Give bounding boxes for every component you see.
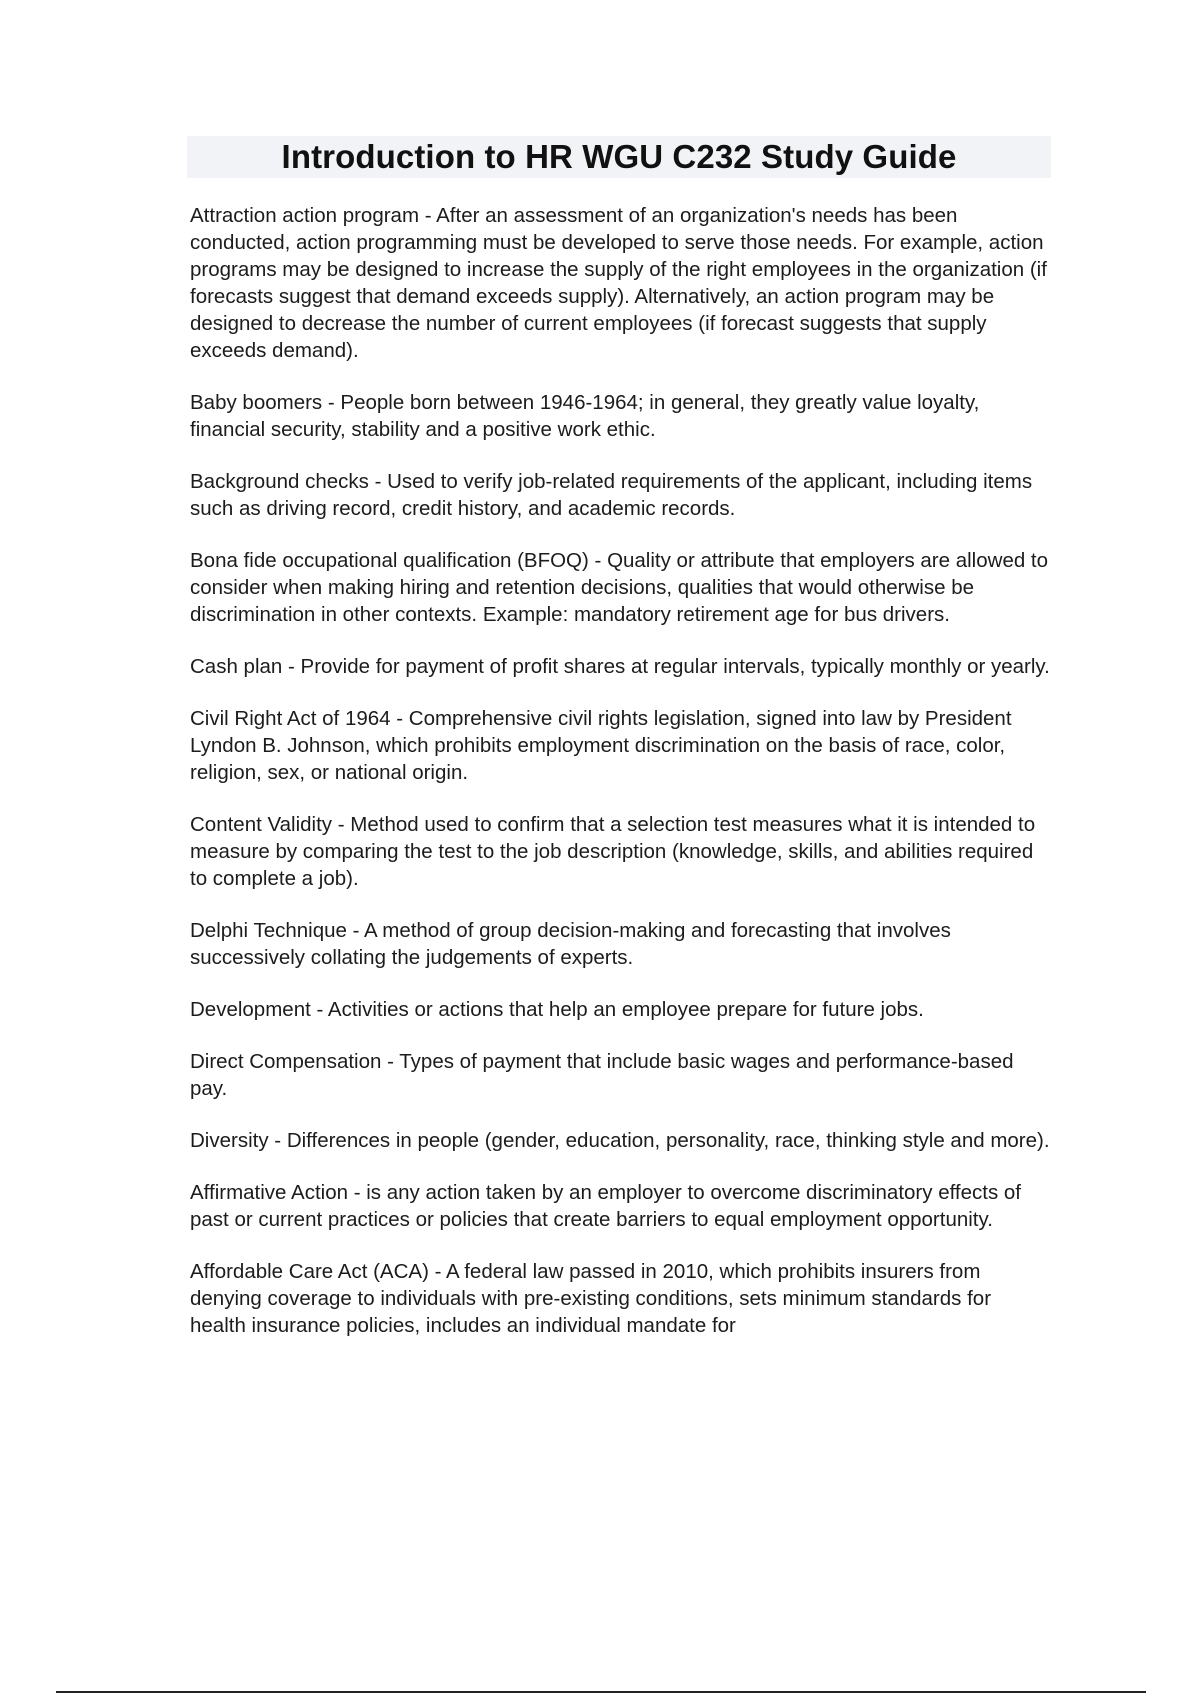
entry-definition: Provide for payment of profit shares at regular intervals, typically monthly or yearly.: [300, 655, 1050, 678]
glossary-entry: Bona fide occupational qualification (BFOQ) - Quality or attribute that employers are allowed to consider when making hiring and retention decisions, qualities that would otherwise be discrimination in other contexts. Example: mandatory retirement age for bus drivers.: [190, 549, 1049, 626]
entry-term: Baby boomers: [190, 391, 323, 414]
entry-definition: Used to verify job-related requirements of the applicant, including items such as driving record, credit history, and academic records.: [190, 470, 1033, 520]
glossary-entry: Baby boomers - People born between 1946-1964; in general, they greatly value loyalty, financial security, stability and a positive work ethic.: [190, 391, 980, 441]
entry-term: Development: [190, 998, 311, 1021]
glossary-entry: Civil Right Act of 1964 - Comprehensive civil rights legislation, signed into law by President Lyndon B. Johnson, which prohibits employment discrimination on the basis of race, color, religion, sex, or national origin.: [190, 707, 1012, 784]
entry-definition: Method used to confirm that a selection test measures what it is intended to measure by comparing the test to the job description (knowledge, skills, and abilities required to complete a job).: [190, 813, 1036, 890]
glossary-entry: Background checks - Used to verify job-related requirements of the applicant, including items such as driving record, credit history, and academic records.: [190, 470, 1033, 520]
glossary-list: [190, 202, 1052, 1364]
entry-definition: is any action taken by an employer to overcome discriminatory effects of past or current practices or policies that create barriers to equal employment opportunity.: [190, 1181, 1022, 1231]
entry-definition: Quality or attribute that employers are allowed to consider when making hiring and retention decisions, qualities that would otherwise be discrimination in other contexts. Example: mandatory retirement age for bus drivers.: [190, 549, 1049, 626]
entry-definition: A method of group decision-making and forecasting that involves successively collating the judgements of experts.: [190, 919, 951, 969]
entry-definition: A federal law passed in 2010, which prohibits insurers from denying coverage to individuals with pre-existing conditions, sets minimum standards for health insurance policies, includes an individual mandate for: [190, 1260, 992, 1337]
glossary-entry: Affordable Care Act (ACA) - A federal law passed in 2010, which prohibits insurers from denying coverage to individuals with pre-existing conditions, sets minimum standards for health insurance policies, includes an individual mandate for: [190, 1260, 992, 1337]
glossary-entry: Direct Compensation - Types of payment that include basic wages and performance-based pay.: [190, 1050, 1014, 1100]
page-divider: [56, 1691, 1146, 1693]
entry-term: Civil Right Act of 1964: [190, 707, 391, 730]
entry-term: Direct Compensation: [190, 1050, 382, 1073]
glossary-entry: Delphi Technique - A method of group decision-making and forecasting that involves successively collating the judgements of experts.: [190, 919, 951, 969]
entry-definition: Differences in people (gender, education, personality, race, thinking style and more).: [286, 1129, 1050, 1152]
entry-term: Cash plan: [190, 655, 283, 678]
glossary-entry: Affirmative Action - is any action taken by an employer to overcome discriminatory effects of past or current practices or policies that create barriers to equal employment opportunity.: [190, 1181, 1022, 1231]
title-banner: [187, 136, 1051, 178]
entry-definition: Comprehensive civil rights legislation, signed into law by President Lyndon B. Johnson, which prohibits employment discrimination on the basis of race, color, religion, sex, or national origin.: [190, 707, 1012, 784]
entry-term: Bona fide occupational qualification (BFOQ): [190, 549, 589, 572]
glossary-entry: Diversity - Differences in people (gender, education, personality, race, thinking style and more).: [190, 1129, 1050, 1152]
entry-definition: People born between 1946-1964; in general, they greatly value loyalty, financial security, stability and a positive work ethic.: [190, 391, 980, 441]
glossary-entry: Content Validity - Method used to confirm that a selection test measures what it is intended to measure by comparing the test to the job description (knowledge, skills, and abilities required to complete a job).: [190, 813, 1036, 890]
entry-definition: Activities or actions that help an employee prepare for future jobs.: [327, 998, 924, 1021]
entry-term: Affirmative Action: [190, 1181, 348, 1204]
entry-term: Content Validity: [190, 813, 333, 836]
entry-term: Delphi Technique: [190, 919, 347, 942]
glossary-entry: Cash plan - Provide for payment of profit shares at regular intervals, typically monthly or yearly.: [190, 655, 1050, 678]
entry-definition: Types of payment that include basic wages and performance-based pay.: [190, 1050, 1014, 1100]
entry-term: Attraction action program: [190, 204, 420, 227]
entry-definition: After an assessment of an organization's needs has been conducted, action programming must be developed to serve those needs. For example, action programs may be designed to increase the supply of the right employees in the organization (if forecasts suggest that demand exceeds supply). Alternatively, an action program may be designed to decrease the number of current employees (if forecast suggests that supply exceeds demand).: [190, 204, 1047, 362]
entry-term: Background checks: [190, 470, 369, 493]
entry-term: Affordable Care Act (ACA): [190, 1260, 429, 1283]
page-title: Introduction to HR WGU C232 Study Guide: [281, 138, 957, 175]
glossary-entry: Attraction action program - After an assessment of an organization's needs has been conducted, action programming must be developed to serve those needs. For example, action programs may be designed to increase the supply of the right employees in the organization (if forecasts suggest that demand exceeds supply). Alternatively, an action program may be designed to decrease the number of current employees (if forecast suggests that supply exceeds demand).: [190, 204, 1047, 362]
glossary-entry: Development - Activities or actions that help an employee prepare for future jobs.: [190, 998, 924, 1021]
entry-term: Diversity: [190, 1129, 269, 1152]
